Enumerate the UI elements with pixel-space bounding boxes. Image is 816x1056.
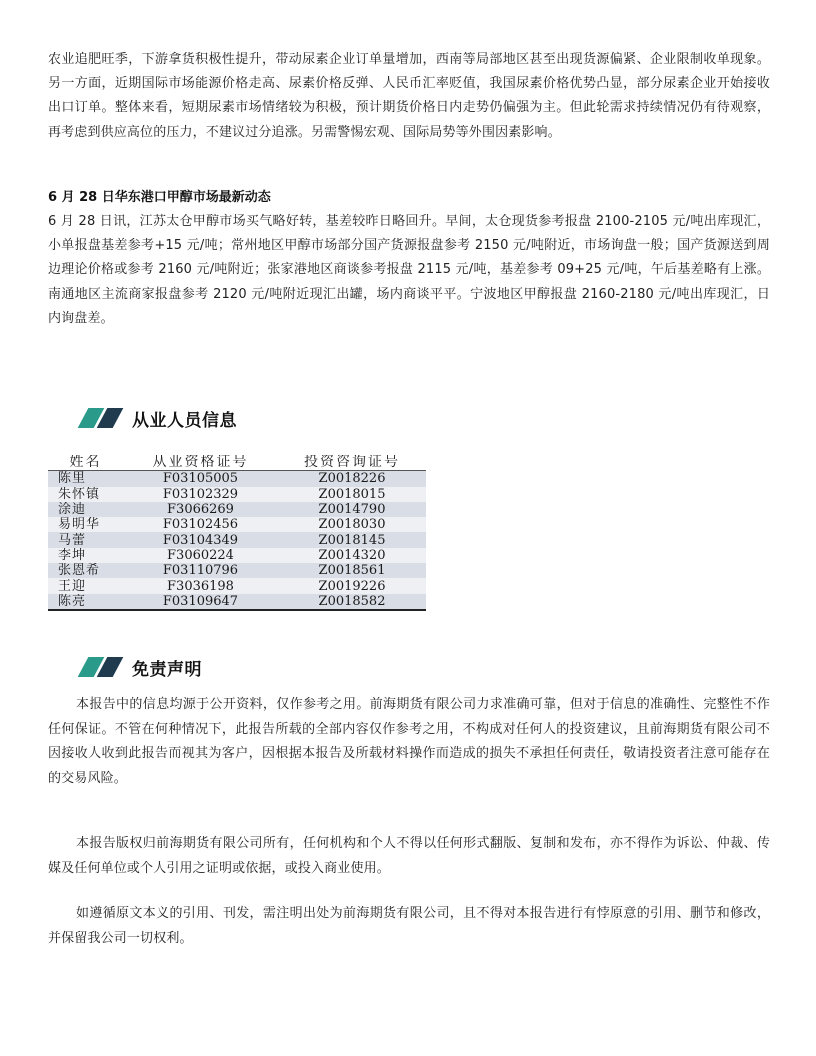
staff-section-header — [78, 405, 237, 431]
staff-name: 马蕾 — [48, 532, 123, 547]
staff-name: 朱怀镇 — [48, 487, 123, 502]
qualification-number: F03110796 — [123, 563, 278, 578]
staff-name: 张恩希 — [48, 563, 123, 578]
table-row — [48, 563, 426, 578]
consulting-number: Z0018145 — [278, 532, 426, 547]
column-header-name: 姓名 — [48, 455, 123, 471]
disclaimer-paragraph-3: 如遵循原文本义的引用、刊发，需注明出处为前海期货有限公司，且不得对本报告进行有悖原意的引用、删节和修改，并保留我公司一切权利。 — [48, 906, 770, 946]
section-bars-icon — [78, 657, 126, 677]
qualification-number: F03104349 — [123, 532, 278, 547]
disclaimer-paragraph-1: 本报告中的信息均源于公开资料，仅作参考之用。前海期货有限公司力求准确可靠，但对于信息的准确性、完整性不作任何保证。不管在何种情况下，此报告所载的全部内容仅作参考之用，不构成对任何人的投资建议，且前海期货有限公司不因接收人收到此报告而视其为客户，因根据本报告及所载材料操作而造成的损失不承担任何责任，敬请投资者注意可能存在的交易风险。 — [48, 697, 770, 786]
table-row — [48, 578, 426, 593]
consulting-number: Z0014320 — [278, 548, 426, 563]
staff-name: 易明华 — [48, 517, 123, 532]
table-header-row — [48, 455, 426, 471]
staff-name: 王迎 — [48, 578, 123, 593]
table-row — [48, 532, 426, 547]
urea-market-paragraph: 农业追肥旺季，下游拿货积极性提升，带动尿素企业订单量增加，西南等局部地区甚至出现货源偏紧、企业限制收单现象。另一方面，近期国际市场能源价格走高、尿素价格反弹、人民币汇率贬值，我国尿素价格优势凸显，部分尿素企业开始接收出口订单。整体来看，短期尿素市场情绪较为积极，预计期货价格日内走势仍偏强为主。但此轮需求持续情况仍有待观察，再考虑到供应高位的压力，不建议过分追涨。另需警惕宏观、国际局势等外围因素影响。 — [48, 52, 770, 140]
table-row — [48, 517, 426, 532]
staff-name: 涂迪 — [48, 502, 123, 517]
staff-name: 陈亮 — [48, 594, 123, 610]
methanol-news-heading: 6 月 28 日华东港口甲醇市场最新动态 — [48, 190, 271, 205]
qualification-number: F03109647 — [123, 594, 278, 610]
column-header-qualification: 从业资格证号 — [123, 455, 278, 471]
staff-section-title: 从业人员信息 — [132, 410, 237, 431]
staff-table — [48, 455, 426, 611]
table-row — [48, 594, 426, 610]
qualification-number: F03102456 — [123, 517, 278, 532]
table-row — [48, 487, 426, 502]
section-bars-icon — [78, 408, 126, 428]
qualification-number: F03105005 — [123, 471, 278, 487]
qualification-number: F3036198 — [123, 578, 278, 593]
consulting-number: Z0019226 — [278, 578, 426, 593]
column-header-consulting: 投资咨询证号 — [278, 455, 426, 471]
consulting-number: Z0018030 — [278, 517, 426, 532]
consulting-number: Z0018226 — [278, 471, 426, 487]
consulting-number: Z0018561 — [278, 563, 426, 578]
disclaimer-section-title: 免责声明 — [132, 659, 202, 680]
table-row — [48, 548, 426, 563]
staff-name: 陈里 — [48, 471, 123, 487]
consulting-number: Z0014790 — [278, 502, 426, 517]
methanol-news-paragraph: 6 月 28 日讯，江苏太仓甲醇市场买气略好转，基差较昨日略回升。早间，太仓现货参考报盘 2100-2105 元/吨出库现汇，小单报盘基差参考+15 元/吨；常州地区甲醇市场部分国产货源报盘参考 2150 元/吨附近，市场询盘一般；国产货源送到周边理论价格或参考 2160 元/吨附近；张家港地区商谈参考报盘 2115 元/吨，基差参考 09+25 元/吨，午后基差略有上涨。南通地区主流商家报盘参考 2120 元/吨附近现汇出罐，场内商谈平平。宁波地区甲醇报盘 2160-2180 元/吨出库现汇，日内询盘差。 — [48, 214, 770, 326]
staff-name: 李坤 — [48, 548, 123, 563]
table-row — [48, 471, 426, 487]
consulting-number: Z0018015 — [278, 487, 426, 502]
disclaimer-section-header — [78, 654, 202, 680]
qualification-number: F3060224 — [123, 548, 278, 563]
disclaimer-paragraph-2: 本报告版权归前海期货有限公司所有，任何机构和个人不得以任何形式翻版、复制和发布，亦不得作为诉讼、仲裁、传媒及任何单位或个人引用之证明或依据，或投入商业使用。 — [48, 836, 770, 876]
consulting-number: Z0018582 — [278, 594, 426, 610]
table-row — [48, 502, 426, 517]
qualification-number: F3066269 — [123, 502, 278, 517]
qualification-number: F03102329 — [123, 487, 278, 502]
